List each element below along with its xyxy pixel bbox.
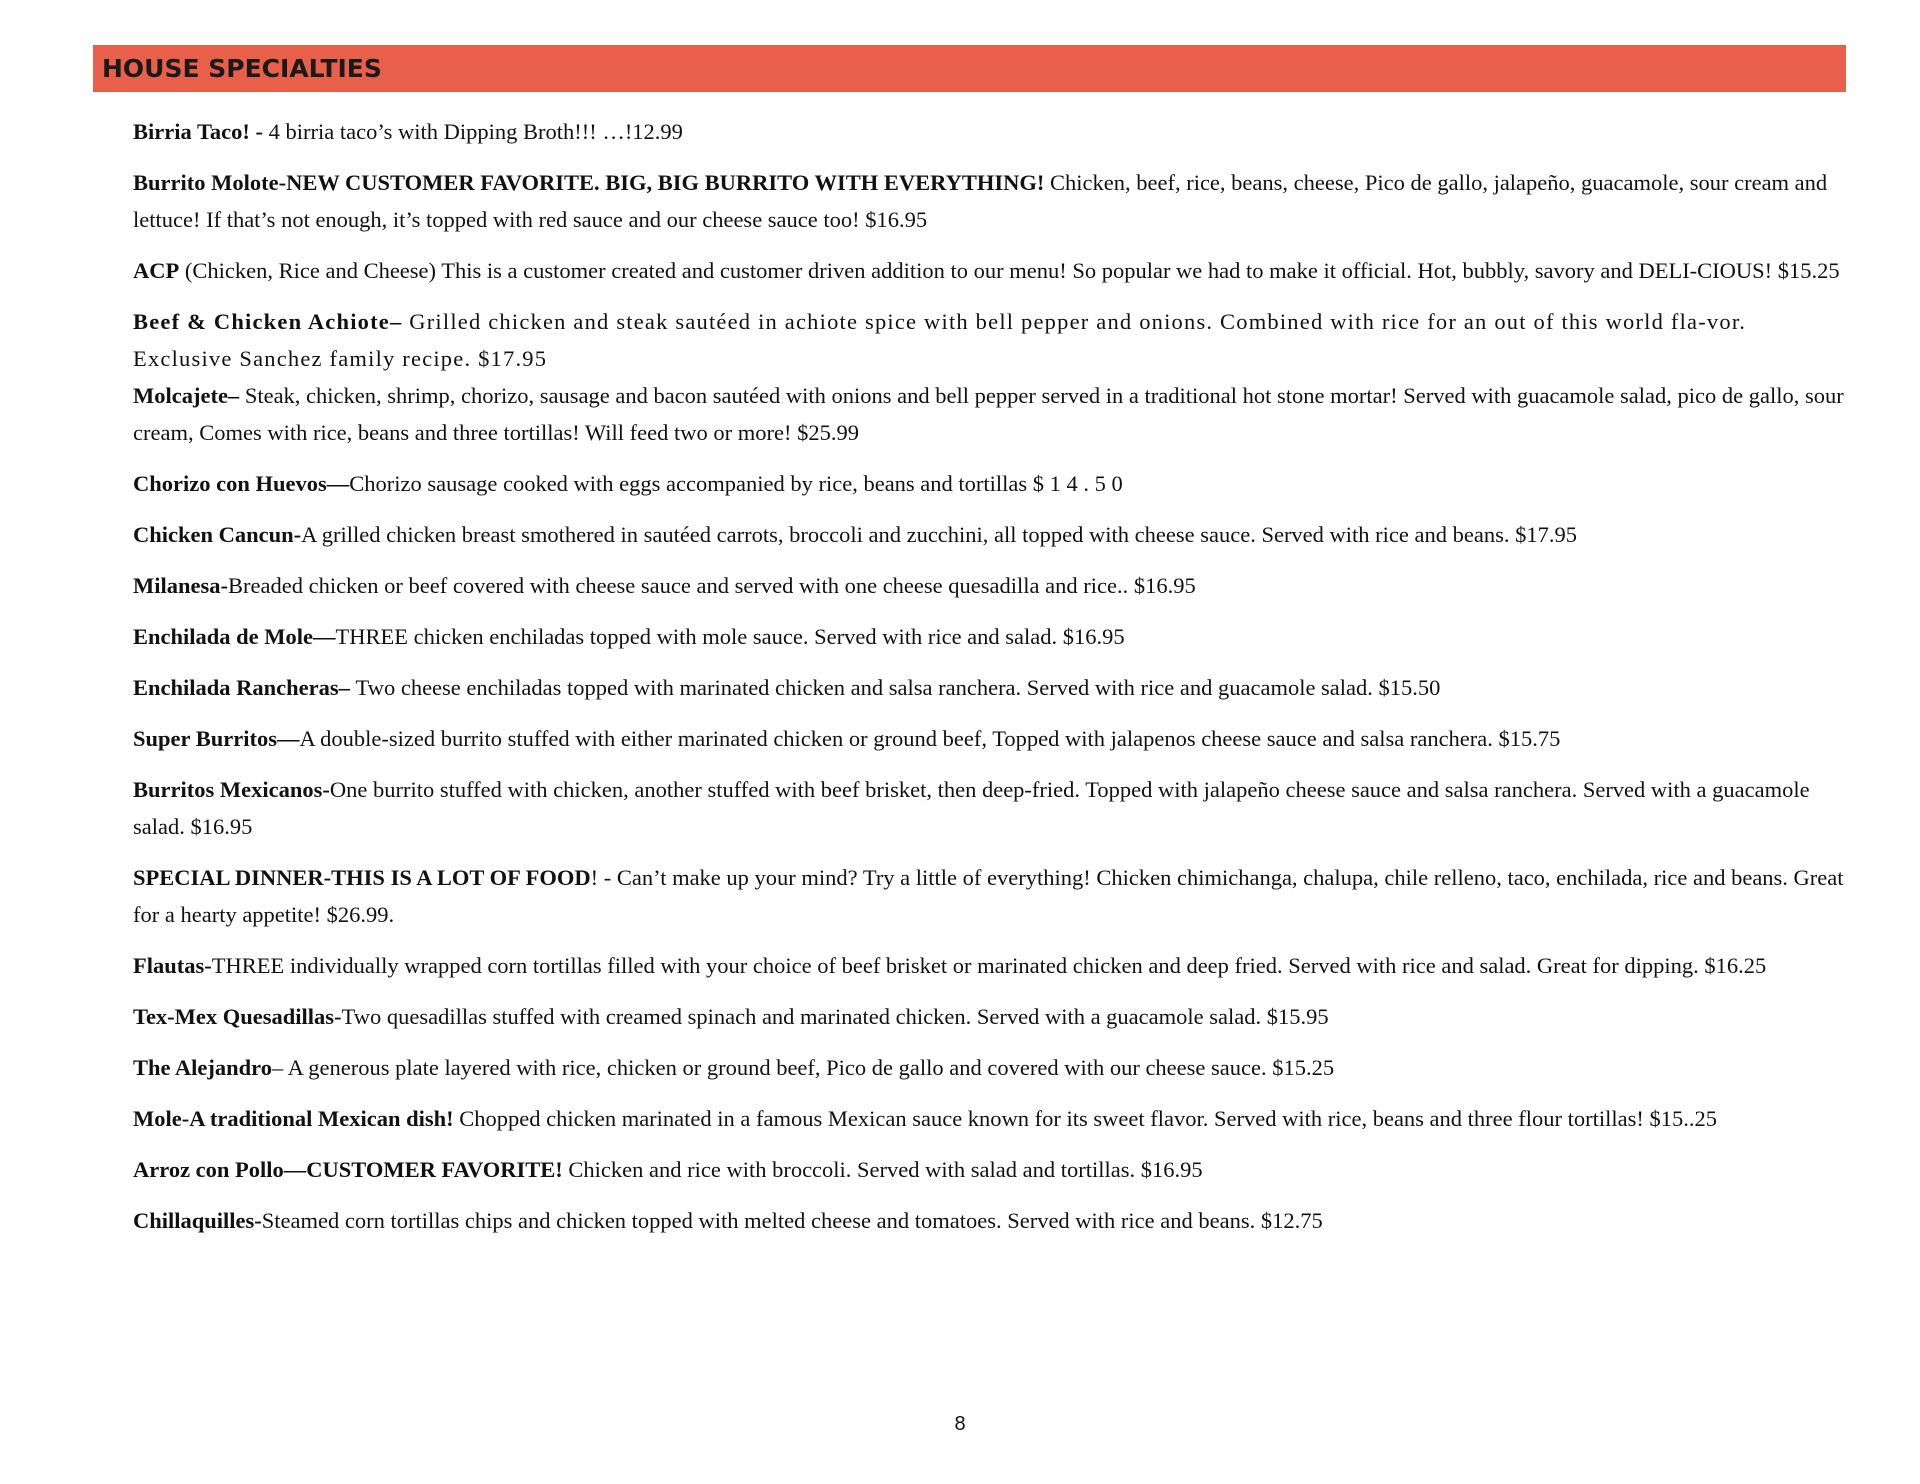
menu-item: [133, 1049, 1845, 1086]
menu-item-name: Beef & Chicken Achiote–: [133, 309, 410, 334]
menu-item-name: SPECIAL DINNER-THIS IS A LOT OF FOOD: [133, 865, 591, 890]
menu-item: [133, 377, 1845, 451]
menu-item-desc: Chopped chicken marinated in a famous Mexican sauce known for its sweet flavor. Served with rice, beans and three flour tortillas! $15..25: [453, 1106, 1717, 1131]
menu-item-desc: Grilled chicken and steak sautéed in achiote spice with bell pepper and onions. Combined with rice for an out of this world fla-vor. Exclusive Sanchez family recipe. $17.95: [133, 309, 1747, 371]
menu-item-desc: Chicken, beef, rice, beans, cheese, Pico de gallo, jalapeño, guacamole, sour cream and lettuce! If that’s not enough, it’s topped with red sauce and our cheese sauce too! $16.95: [133, 170, 1828, 232]
menu-item-desc: Steak, chicken, shrimp, chorizo, sausage and bacon sautéed with onions and bell pepper served in a traditional hot stone mortar! Served with guacamole salad, pico de gallo, sour cream, Comes with rice, beans and three tortillas! Will feed two or more! $25.99: [133, 383, 1844, 445]
menu-item: [133, 465, 1845, 502]
section-title: HOUSE SPECIALTIES: [102, 54, 382, 83]
menu-item: [133, 252, 1845, 289]
menu-item-name: The Alejandro: [133, 1055, 272, 1080]
section-header-bar: [93, 45, 1846, 92]
menu-item-name: Milanesa-: [133, 573, 228, 598]
menu-item-name: Arroz con Pollo—CUSTOMER FAVORITE!: [133, 1157, 563, 1182]
menu-item-name: Burritos Mexicanos-: [133, 777, 330, 802]
menu-item: [133, 1202, 1845, 1239]
menu-item: [133, 618, 1845, 655]
menu-item-desc: Chicken and rice with broccoli. Served with salad and tortillas. $16.95: [562, 1157, 1203, 1182]
menu-item-name: Mole-A traditional Mexican dish!: [133, 1106, 454, 1131]
menu-item-name: Enchilada de Mole—: [133, 624, 336, 649]
menu-item: [133, 1151, 1845, 1188]
menu-item-name: Chillaquilles-: [133, 1208, 262, 1233]
menu-item-desc: One burrito stuffed with chicken, another stuffed with beef brisket, then deep-fried. Topped with jalapeño cheese sauce and salsa ranchera. Served with a guacamole salad. $16.95: [133, 777, 1810, 839]
menu-item: [133, 567, 1845, 604]
menu-item-desc: Breaded chicken or beef covered with cheese sauce and served with one cheese quesadilla and rice.. $16.95: [228, 573, 1196, 598]
menu-item-desc: ! - Can’t make up your mind? Try a little of everything! Chicken chimichanga, chalupa, chile relleno, taco, enchilada, rice and beans. Great for a hearty appetite! $26.99.: [133, 865, 1844, 927]
menu-item: [133, 859, 1845, 933]
menu-item: [133, 947, 1845, 984]
menu-list: [133, 113, 1845, 1253]
menu-item-desc: (Chicken, Rice and Cheese) This is a customer created and customer driven addition to our menu! So popular we had to make it official. Hot, bubbly, savory and DELI-CIOUS! $15.25: [179, 258, 1840, 283]
menu-item: [133, 669, 1845, 706]
menu-item: [133, 720, 1845, 757]
menu-item-name: Enchilada Rancheras–: [133, 675, 356, 700]
menu-item: [133, 113, 1845, 150]
menu-item-name: Super Burritos—: [133, 726, 300, 751]
menu-item-name: Birria Taco! -: [133, 119, 269, 144]
page-number: 8: [954, 1413, 966, 1435]
menu-item-desc: Chorizo sausage cooked with eggs accompanied by rice, beans and tortillas $ 1 4 . 5 0: [349, 471, 1123, 496]
menu-item-desc: Two quesadillas stuffed with creamed spinach and marinated chicken. Served with a guacamole salad. $15.95: [341, 1004, 1329, 1029]
menu-item-desc: Steamed corn tortillas chips and chicken topped with melted cheese and tomatoes. Served with rice and beans. $12.75: [261, 1208, 1323, 1233]
menu-item: [133, 771, 1845, 845]
menu-item-desc: A grilled chicken breast smothered in sautéed carrots, broccoli and zucchini, all topped with cheese sauce. Served with rice and beans. $17.95: [301, 522, 1577, 547]
menu-item: [133, 164, 1845, 238]
menu-item-desc: – A generous plate layered with rice, chicken or ground beef, Pico de gallo and covered with our cheese sauce. $15.25: [271, 1055, 1335, 1080]
menu-item-desc: A double-sized burrito stuffed with either marinated chicken or ground beef, Topped with jalapenos cheese sauce and salsa ranchera. $15.75: [299, 726, 1561, 751]
menu-item: [133, 516, 1845, 553]
menu-item-name: Molcajete–: [133, 383, 245, 408]
menu-item-desc: THREE individually wrapped corn tortillas filled with your choice of beef brisket or marinated chicken and deep fried. Served with rice and salad. Great for dipping. $16.25: [211, 953, 1767, 978]
menu-item-name: Flautas-: [133, 953, 212, 978]
menu-item-desc: Two cheese enchiladas topped with marinated chicken and salsa ranchera. Served with rice and guacamole salad. $15.50: [355, 675, 1441, 700]
menu-item-name: Chorizo con Huevos—: [133, 471, 350, 496]
menu-item-name: Tex-Mex Quesadillas-: [133, 1004, 342, 1029]
menu-item-name: ACP: [133, 258, 180, 283]
menu-item-desc: 4 birria taco’s with Dipping Broth!!! …!12.99: [268, 119, 683, 144]
menu-item-name: Chicken Cancun-: [133, 522, 302, 547]
menu-item-desc: THREE chicken enchiladas topped with mole sauce. Served with rice and salad. $16.95: [335, 624, 1125, 649]
menu-item: [133, 998, 1845, 1035]
menu-item: [133, 1100, 1845, 1137]
menu-item-name: Burrito Molote-NEW CUSTOMER FAVORITE. BIG, BIG BURRITO WITH EVERYTHING!: [133, 170, 1045, 195]
menu-item: [133, 303, 1845, 377]
